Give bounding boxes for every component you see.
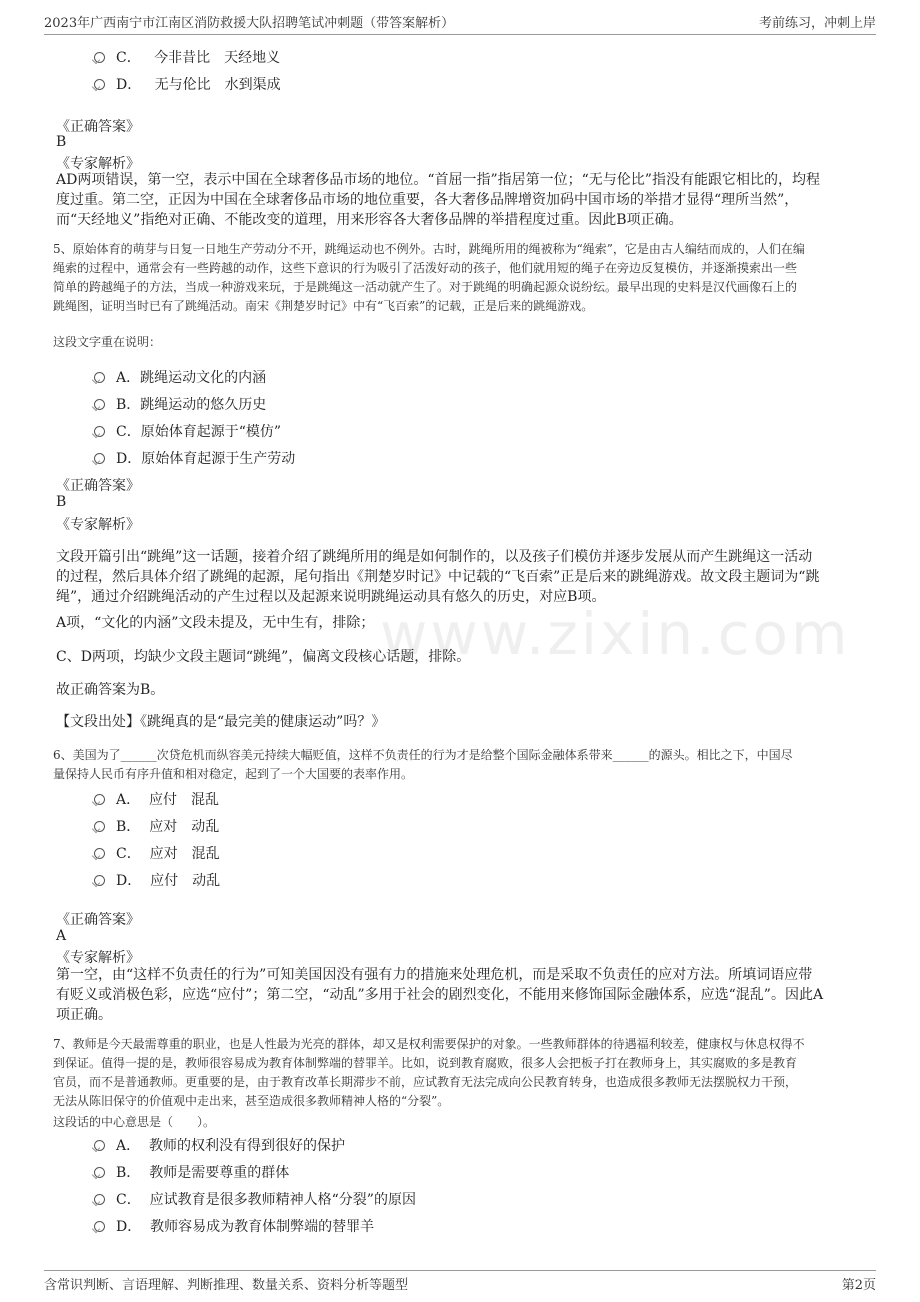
q5-source: 【文段出处】《跳绳真的是“最完美的健康运动”吗？》 bbox=[56, 714, 386, 730]
radio-icon[interactable] bbox=[94, 1194, 105, 1205]
radio-icon[interactable] bbox=[94, 1140, 105, 1151]
header-slogan: 考前练习，冲刺上岸 bbox=[758, 16, 876, 31]
q5-stem: 5、原始体育的萌芽与日复一日地生产劳动分不开，跳绳运动也不例外。古时，跳绳所用的绳被称为“绳索”，它是由古人编结而成的，人们在编 绳索的过程中，通常会有一些跨越的动作，这些下意识的行为吸引了活泼好动的孩子，他们就用短的绳子在旁边反复模仿，并逐渐摸索出一些 简单的跨越绳子的方法，当成一种游戏来玩，于是跳绳这一活动就产生了。对于跳绳的明确起源众说纷纭。最早出现的史料是汉代画像石上的 跳绳图，证明当时已有了跳绳活动。南宋《荆楚岁时记》中有“飞百索”的记载，正是后来的跳绳游戏。 bbox=[53, 242, 805, 313]
q5-prompt: 这段文字重在说明： bbox=[53, 335, 162, 349]
q5-option-d[interactable]: D．原始体育起源于生产劳动 bbox=[94, 448, 295, 468]
q6-answer: A bbox=[56, 928, 67, 944]
radio-icon[interactable] bbox=[94, 1167, 105, 1178]
q5-analysis-option-cd: C、D两项，均缺少文段主题词“跳绳”，偏离文段核心话题，排除。 bbox=[56, 649, 471, 665]
q5-answer-label: 《正确答案》 bbox=[56, 478, 140, 494]
watermark: www.zixin.com bbox=[380, 600, 851, 668]
q6-option-d[interactable]: D． 应付 动乱 bbox=[94, 870, 220, 890]
radio-icon[interactable] bbox=[94, 372, 105, 383]
radio-icon[interactable] bbox=[94, 79, 105, 90]
q7-option-b[interactable]: B． 教师是需要尊重的群体 bbox=[94, 1162, 289, 1182]
radio-icon[interactable] bbox=[94, 399, 105, 410]
q5-analysis-option-a: A项，“文化的内涵”文段未提及，无中生有，排除； bbox=[56, 615, 375, 631]
q5-analysis-conclusion: 故正确答案为B。 bbox=[56, 682, 165, 698]
radio-icon[interactable] bbox=[94, 848, 105, 859]
q5-option-a[interactable]: A．跳绳运动文化的内涵 bbox=[94, 367, 266, 387]
q4-option-d[interactable]: D． 无与伦比 水到渠成 bbox=[94, 74, 281, 94]
q5-option-c[interactable]: C．原始体育起源于“模仿” bbox=[94, 421, 281, 441]
q4-analysis: AD两项错误，第一空，表示中国在全球奢侈品市场的地位。“首屈一指”指居第一位；“无与伦比”指没有能跟它相比的，均程 度过重。第二空，正因为中国在全球奢侈品市场的地位重要，各大奢侈品牌增资加码中国市场的举措才显得“理所当然”， 而“天经地义”指绝对正确、不能改变的道理，用来形容各大奢侈品牌的举措程度过重。因此B项正确。 bbox=[56, 172, 820, 228]
page-number: 第2页 bbox=[841, 1278, 876, 1293]
q5-analysis-main: 文段开篇引出“跳绳”这一话题，接着介绍了跳绳所用的绳是如何制作的，以及孩子们模仿并逐步发展从而产生跳绳这一活动 的过程，然后具体介绍了跳绳的起源，尾句指出《荆楚岁时记》中记载的“飞百索”正是后来的跳绳游戏。故文段主题词为“跳 绳”，通过介绍跳绳活动的产生过程以及起源来说明跳绳运动具有悠久的历史，对应B项。 bbox=[56, 549, 820, 605]
q4-option-c[interactable]: C． 今非昔比 天经地义 bbox=[94, 47, 280, 67]
q7-option-a[interactable]: A． 教师的权利没有得到很好的保护 bbox=[94, 1135, 345, 1155]
radio-icon[interactable] bbox=[94, 875, 105, 886]
radio-icon[interactable] bbox=[94, 821, 105, 832]
q7-stem: 7、教师是今天最需尊重的职业，也是人性最为光亮的群体，却又是权利需要保护的对象。一些教师群体的待遇福利较差，健康权与休息权得不 到保证。值得一提的是，教师很容易成为教育体制弊端的替罪羊。比如，说到教育腐败，很多人会把板子打在教师身上，其实腐败的多是教育 官员，而不是普通教师。更重要的是，由于教育改革长期滞步不前，应试教育无法完成向公民教育转身，也造成很多教师无法摆脱权力干预， 无法从陈旧保守的价值观中走出来，甚至造成很多教师精神人格的“分裂”。 bbox=[53, 1037, 805, 1108]
page-footer bbox=[44, 1270, 876, 1293]
q7-option-c[interactable]: C． 应试教育是很多教师精神人格“分裂”的原因 bbox=[94, 1189, 416, 1209]
q6-analysis-label: 《专家解析》 bbox=[56, 950, 140, 966]
radio-icon[interactable] bbox=[94, 794, 105, 805]
q6-analysis: 第一空，由“这样不负责任的行为”可知美国因没有强有力的措施来处理危机，而是采取不负责任的应对方法。所填词语应带 有贬义或消极色彩，应选“应付”；第二空，“动乱”多用于社会的剧烈变化，不能用来修饰国际金融体系，应选“混乱”。因此A 项正确。 bbox=[56, 967, 824, 1023]
q5-analysis-label: 《专家解析》 bbox=[56, 517, 140, 533]
q5-option-b[interactable]: B．跳绳运动的悠久历史 bbox=[94, 394, 266, 414]
radio-icon[interactable] bbox=[94, 1221, 105, 1232]
footer-subjects: 含常识判断、言语理解、判断推理、数量关系、资料分析等题型 bbox=[44, 1278, 409, 1293]
document-title: 2023年广西南宁市江南区消防救援大队招聘笔试冲刺题（带答案解析） bbox=[44, 16, 455, 31]
radio-icon[interactable] bbox=[94, 426, 105, 437]
q7-prompt: 这段话的中心意思是（ ）。 bbox=[53, 1115, 216, 1129]
q7-option-d[interactable]: D． 教师容易成为教育体制弊端的替罪羊 bbox=[94, 1216, 374, 1236]
q5-answer: B bbox=[56, 494, 67, 510]
q4-answer: B bbox=[56, 134, 67, 150]
page-header bbox=[44, 12, 876, 35]
q6-option-a[interactable]: A． 应付 混乱 bbox=[94, 789, 219, 809]
radio-icon[interactable] bbox=[94, 52, 105, 63]
radio-icon[interactable] bbox=[94, 453, 105, 464]
q6-stem: 6、美国为了______次贷危机而纵容美元持续大幅贬值，这样不负责任的行为才是给整个国际金融体系带来______的源头。相比之下，中国尽 量保持人民币有序升值和相对稳定，起到了一个大国要的表率作用。 bbox=[53, 748, 793, 781]
q4-answer-label: 《正确答案》 bbox=[56, 119, 140, 135]
q6-option-c[interactable]: C． 应对 混乱 bbox=[94, 843, 220, 863]
q4-analysis-label: 《专家解析》 bbox=[56, 156, 140, 172]
q6-answer-label: 《正确答案》 bbox=[56, 912, 140, 928]
q6-option-b[interactable]: B． 应对 动乱 bbox=[94, 816, 219, 836]
